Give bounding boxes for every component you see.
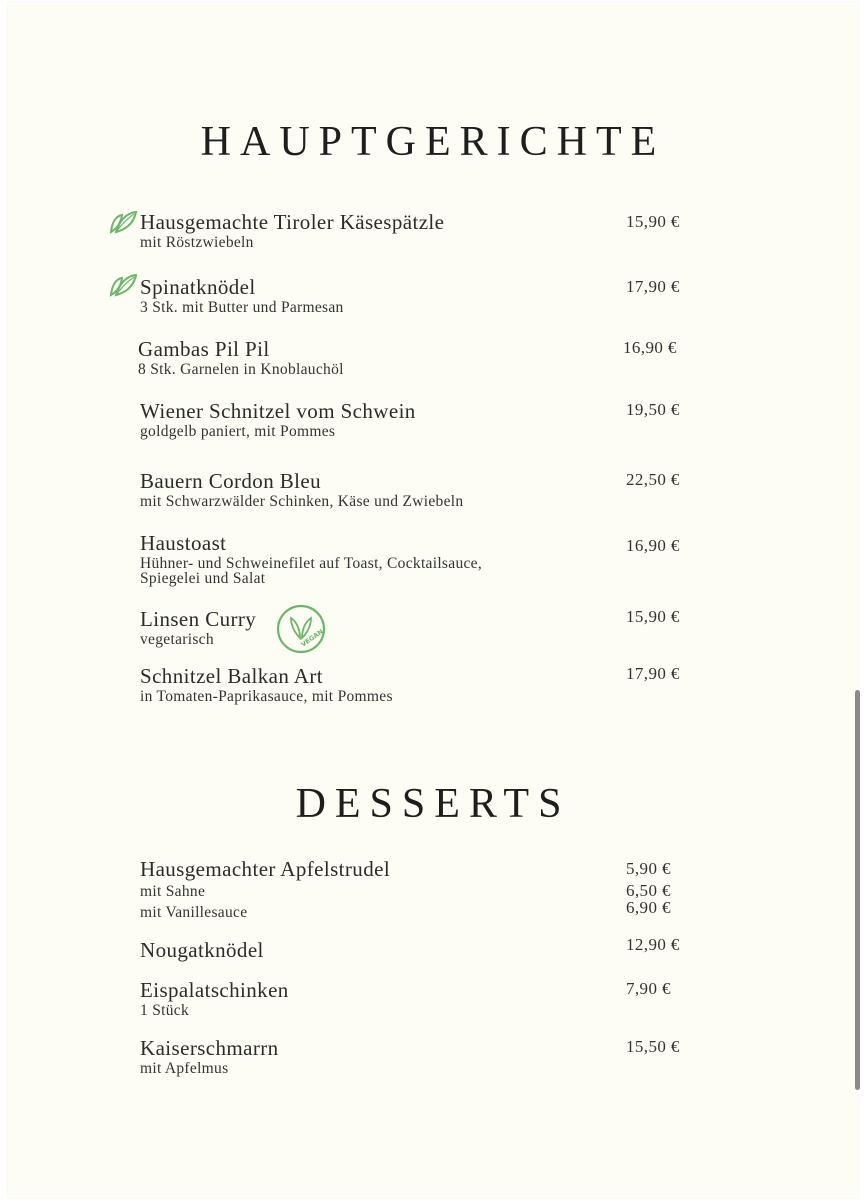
dish-price: 17,90 € xyxy=(626,664,680,683)
dish-price: 15,50 € xyxy=(626,1037,680,1056)
dish-name: Hausgemachte Tiroler Käsespätzle xyxy=(140,210,445,234)
dish-description: 1 Stück xyxy=(140,1002,190,1019)
dish-description: mit Schwarzwälder Schinken, Käse und Zwiebeln xyxy=(140,493,464,510)
vegan-badge-label: VEGAN xyxy=(299,627,325,649)
dish-description: mit Röstzwiebeln xyxy=(140,234,254,251)
dish-name: Kaiserschmarrn xyxy=(140,1036,279,1060)
dish-description: 3 Stk. mit Butter und Parmesan xyxy=(140,299,344,316)
section-title-desserts: DESSERTS xyxy=(295,781,571,827)
dish-name: Hausgemachter Apfelstrudel xyxy=(140,857,391,881)
dish-name: Nougatknödel xyxy=(140,938,264,962)
dish-description: in Tomaten-Paprikasauce, mit Pommes xyxy=(140,688,393,705)
dish-name: Haustoast xyxy=(140,531,227,555)
dish-description: goldgelb paniert, mit Pommes xyxy=(140,423,336,440)
dish-price: 15,90 € xyxy=(626,212,680,231)
dish-name: Linsen Curry xyxy=(140,607,257,631)
dish-price: 5,90 € xyxy=(626,859,671,878)
dish-name: Bauern Cordon Bleu xyxy=(140,469,322,493)
scrollbar[interactable] xyxy=(855,690,860,1090)
dish-name: Eispalatschinken xyxy=(140,978,289,1002)
dish-price: 6,50 € xyxy=(626,881,671,900)
dish-price: 22,50 € xyxy=(626,470,680,489)
dish-description-line2: Spiegelei und Salat xyxy=(140,570,266,587)
dish-name: Schnitzel Balkan Art xyxy=(140,664,323,688)
dish-price: 16,90 € xyxy=(626,536,680,555)
dish-description: 8 Stk. Garnelen in Knoblauchöl xyxy=(138,361,344,378)
dish-name: Gambas Pil Pil xyxy=(138,337,270,361)
dish-name: Spinatknödel xyxy=(140,275,256,299)
dish-description: mit Sahne xyxy=(140,883,206,900)
dish-description: Hühner- und Schweinefilet auf Toast, Cocktailsauce, xyxy=(140,555,483,572)
dish-price: 16,90 € xyxy=(623,338,677,357)
dish-price: 12,90 € xyxy=(626,935,680,954)
vegan-badge-icon xyxy=(276,604,326,654)
dish-price: 7,90 € xyxy=(626,979,671,998)
section-title-main: HAUPTGERICHTE xyxy=(200,119,666,165)
dish-price: 6,90 € xyxy=(626,898,671,917)
dish-description: mit Apfelmus xyxy=(140,1060,229,1077)
dish-price: 15,90 € xyxy=(626,607,680,626)
dish-price: 17,90 € xyxy=(626,277,680,296)
dish-description: vegetarisch xyxy=(140,631,214,648)
leaf-icon xyxy=(108,208,138,234)
dish-description-line2: mit Vanillesauce xyxy=(140,904,248,921)
dish-name: Wiener Schnitzel vom Schwein xyxy=(140,399,416,423)
leaf-icon xyxy=(108,271,138,297)
dish-price: 19,50 € xyxy=(626,400,680,419)
